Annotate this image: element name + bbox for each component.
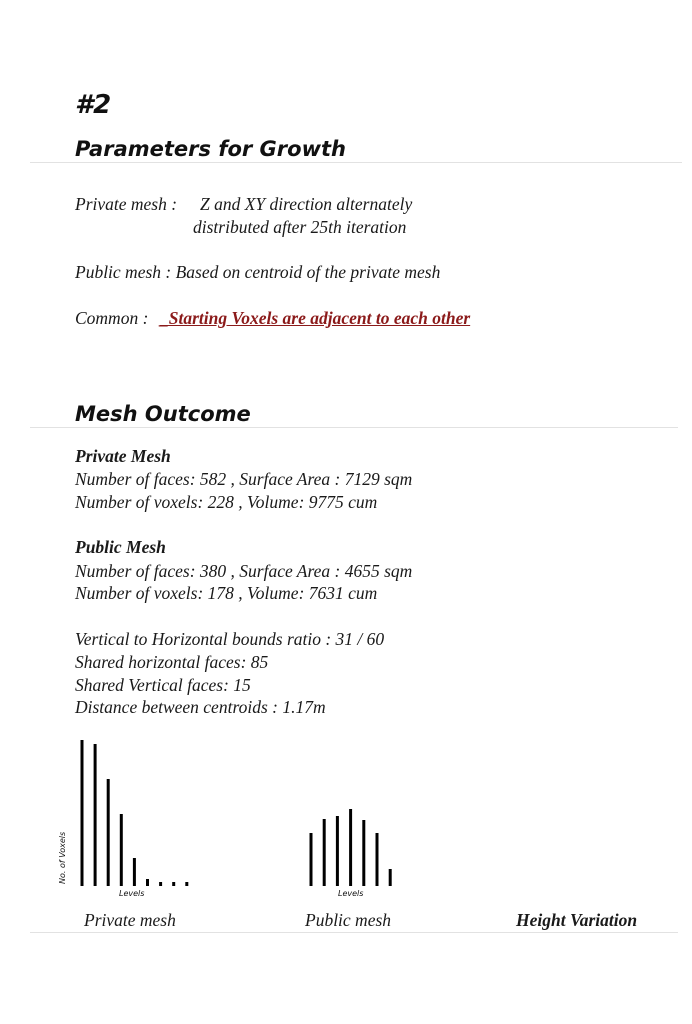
private-chart-ylabel: No. of Voxels [58,831,67,884]
private-mesh-line2: distributed after 25th iteration [193,217,407,237]
private-mesh-label: Private mesh : [75,194,178,214]
private-voxels: Number of voxels: 228 , Volume: 9775 cum [75,492,378,512]
private-chart-title: Private mesh [84,910,176,930]
private-chart-xlabel: Levels [119,889,145,898]
private-faces: Number of faces: 582 , Surface Area : 7129 sqm [75,469,413,489]
public-voxels: Number of voxels: 178 , Volume: 7631 cum [75,583,378,603]
height-variation-caption: Height Variation [516,910,638,930]
private-mesh-heading: Private Mesh [75,446,171,466]
public-chart-title: Public mesh [305,910,392,930]
private-mesh-line1: Z and XY direction alternately [200,194,413,214]
common-value: _Starting Voxels are adjacent to each other [160,308,471,328]
section-title-parameters: Parameters for Growth [75,137,346,161]
bounds-ratio: Vertical to Horizontal bounds ratio : 31 / 60 [75,629,385,649]
page-number: #2 [75,90,112,120]
centroid-distance: Distance between centroids : 1.17m [75,697,326,717]
public-faces: Number of faces: 380 , Surface Area : 4655 sqm [75,561,413,581]
bottom-divider [30,932,678,933]
public-chart-xlabel: Levels [338,889,364,898]
public-mesh-line: Public mesh : Based on centroid of the private mesh [75,262,441,282]
section-title-outcome: Mesh Outcome [75,402,251,426]
common-label: Common : [75,308,149,328]
shared-vertical-faces: Shared Vertical faces: 15 [75,675,251,695]
shared-horizontal-faces: Shared horizontal faces: 85 [75,652,269,672]
public-mesh-heading: Public Mesh [75,537,166,557]
